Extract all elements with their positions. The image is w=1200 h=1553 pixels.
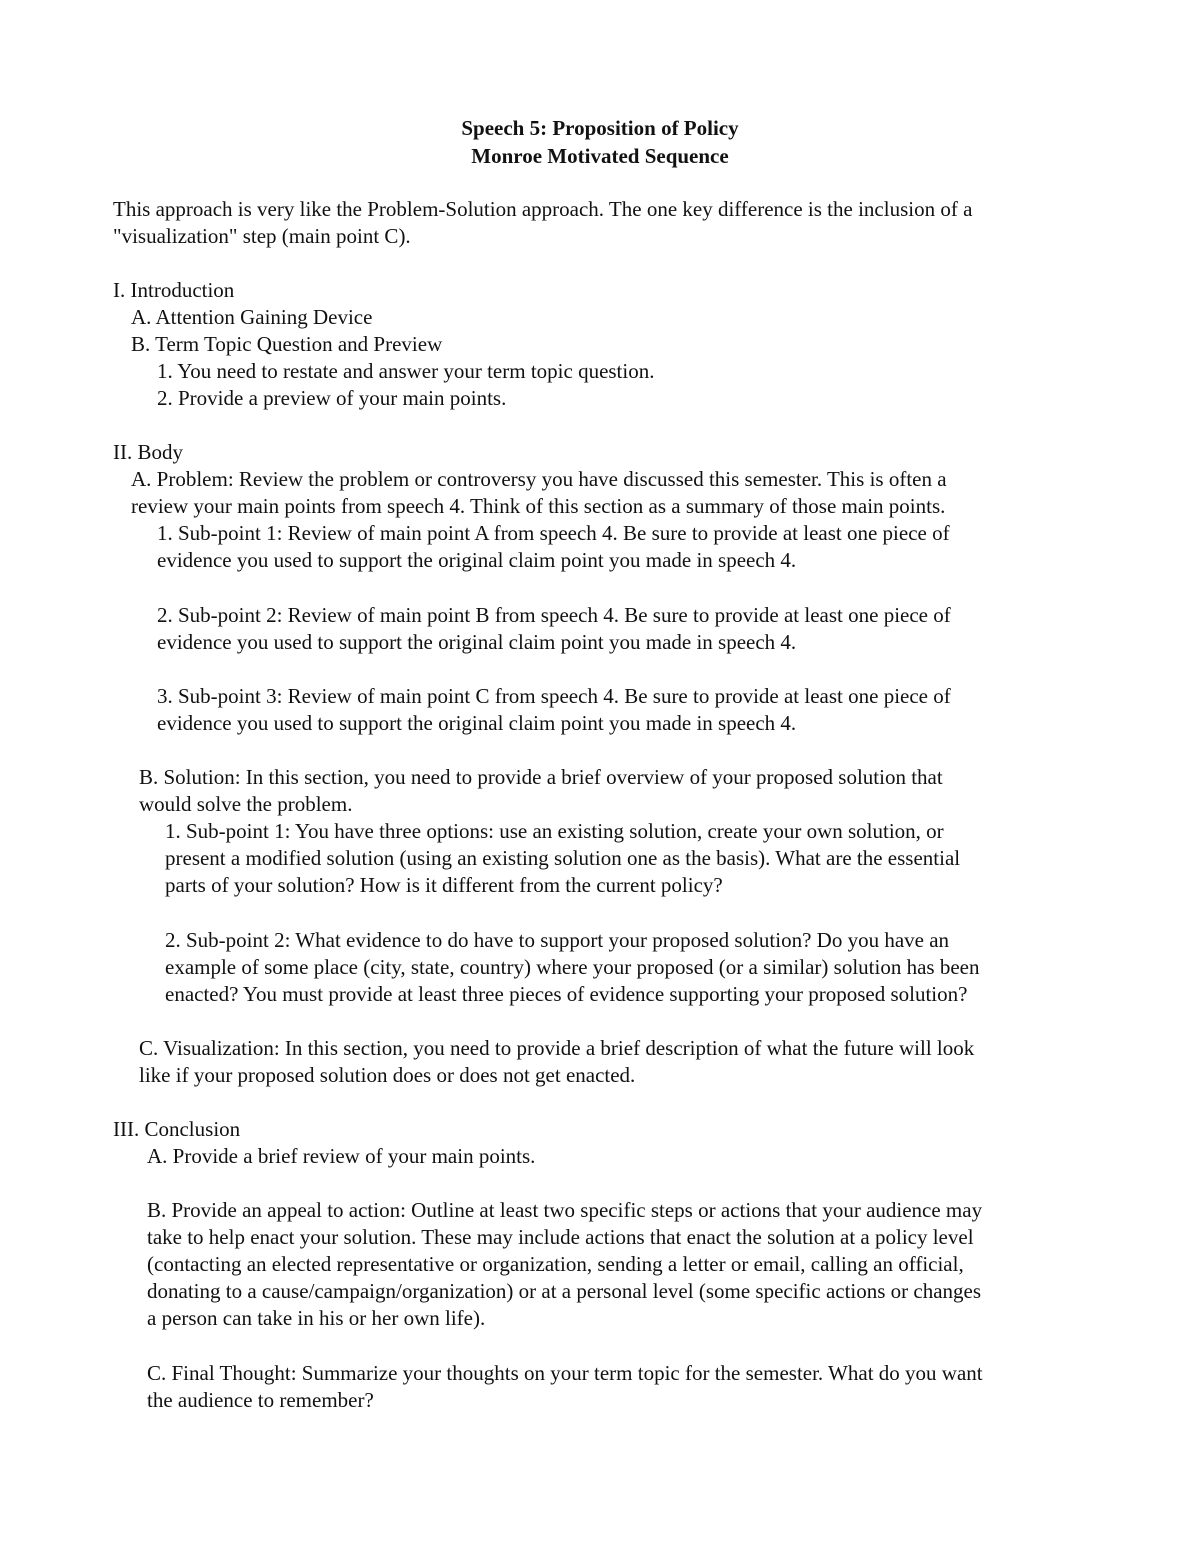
outline-subitem: enacted? You must provide at least three pieces of evidence supporting your proposed solution? [165, 982, 968, 1006]
section-heading-conclusion: III. Conclusion [113, 1117, 241, 1141]
outline-item: a person can take in his or her own life). [147, 1306, 486, 1330]
outline-subitem: 1. Sub-point 1: Review of main point A from speech 4. Be sure to provide at least one piece of [157, 521, 950, 545]
outline-subitem: evidence you used to support the original claim point you made in speech 4. [157, 548, 797, 572]
outline-subitem: 1. You need to restate and answer your term topic question. [157, 359, 655, 383]
outline-item: A. Provide a brief review of your main points. [147, 1144, 536, 1168]
outline-subitem: 2. Provide a preview of your main points. [157, 386, 507, 410]
outline-item: B. Solution: In this section, you need to provide a brief overview of your proposed solution that [139, 765, 943, 789]
outline-item: A. Problem: Review the problem or controversy you have discussed this semester. This is often a [131, 467, 947, 491]
outline-subitem: 3. Sub-point 3: Review of main point C from speech 4. Be sure to provide at least one piece of [157, 684, 951, 708]
intro-text-line: This approach is very like the Problem-Solution approach. The one key difference is the inclusion of a [113, 197, 973, 221]
outline-subitem: example of some place (city, state, country) where your proposed (or a similar) solution has been [165, 955, 980, 979]
outline-item: A. Attention Gaining Device [131, 305, 373, 329]
outline-item: C. Final Thought: Summarize your thoughts on your term topic for the semester. What do you want [147, 1361, 983, 1385]
outline-subitem: 2. Sub-point 2: Review of main point B from speech 4. Be sure to provide at least one piece of [157, 603, 951, 627]
outline-subitem: evidence you used to support the original claim point you made in speech 4. [157, 630, 797, 654]
outline-item: review your main points from speech 4. Think of this section as a summary of those main points. [131, 494, 946, 518]
outline-subitem: 1. Sub-point 1: You have three options: use an existing solution, create your own solution, or [165, 819, 944, 843]
section-heading-introduction: I. Introduction [113, 278, 235, 302]
outline-subitem: evidence you used to support the original claim point you made in speech 4. [157, 711, 797, 735]
section-heading-body: II. Body [113, 440, 183, 464]
outline-item: C. Visualization: In this section, you need to provide a brief description of what the future will look [139, 1036, 975, 1060]
intro-text-line: "visualization" step (main point C). [113, 224, 411, 248]
title-block [0, 114, 1200, 170]
outline-item: like if your proposed solution does or does not get enacted. [139, 1063, 636, 1087]
outline-subitem: 2. Sub-point 2: What evidence to do have to support your proposed solution? Do you have an [165, 928, 950, 952]
document-subtitle: Monroe Motivated Sequence [471, 144, 729, 168]
outline-item: B. Term Topic Question and Preview [131, 332, 443, 356]
document-title: Speech 5: Proposition of Policy [461, 116, 739, 140]
outline-item: the audience to remember? [147, 1388, 374, 1412]
outline-item: would solve the problem. [139, 792, 353, 816]
outline-subitem: present a modified solution (using an existing solution one as the basis). What are the essential [165, 846, 961, 870]
outline-item: B. Provide an appeal to action: Outline at least two specific steps or actions that your audience may [147, 1198, 983, 1222]
outline-item: (contacting an elected representative or organization, sending a letter or email, calling an official, [147, 1252, 964, 1276]
outline-item: take to help enact your solution. These may include actions that enact the solution at a policy level [147, 1225, 974, 1249]
outline-subitem: parts of your solution? How is it different from the current policy? [165, 873, 723, 897]
outline-item: donating to a cause/campaign/organization) or at a personal level (some specific actions or changes [147, 1279, 982, 1303]
